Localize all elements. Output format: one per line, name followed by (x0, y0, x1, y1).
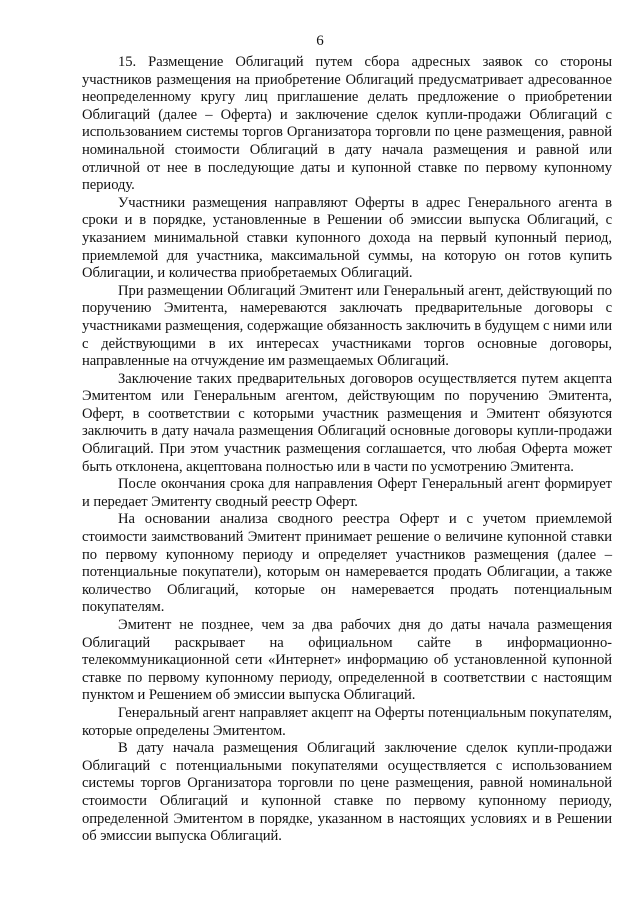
paragraph-agent-acceptance: Генеральный агент направляет акцепт на Оферты потенциальным покупателям, которые определены Эмитентом. (82, 704, 612, 739)
paragraph-coupon-decision: На основании анализа сводного реестра Оферт и с учетом приемлемой стоимости заимствований Эмитент принимает решение о величине купонной ставки по первому купонному периоду и определяет участников размещения (далее – потенциальные покупатели), которым он намеревается продать Облигации, а также количество Облигаций, которые он намеревается продать потенциальным покупателям. (82, 511, 612, 616)
paragraph-participants-offers: Участники размещения направляют Оферты в адрес Генерального агента в сроки и в порядке, установленные в Решении об эмиссии выпуска Облигаций, с указанием минимальной ставки купонного дохода на первый купонный период, приемлемой для участника, максимальной суммы, на которую он готов купить Облигации, и количества приобретаемых Облигаций. (82, 194, 612, 282)
paragraph-coupon-disclosure: Эмитент не позднее, чем за два рабочих дня до даты начала размещения Облигаций раскрывает на официальном сайте в информационно-телекоммуникационной сети «Интернет» информацию об установленной купонной ставке по первому купонному периоду, определенной в соответствии с настоящим пунктом и Решением об эмиссии выпуска Облигаций. (82, 617, 612, 704)
paragraph-placement-method: 15. Размещение Облигаций путем сбора адресных заявок со стороны участников размещения на приобретение Облигаций предусматривает адресованное неопределенному кругу лиц приглашение делать предложение о приобретении Облигаций (далее – Оферта) и заключение сделок купли-продажи Облигаций с использованием системы торгов Организатора торговли по цене размещения, равной номинальной стоимости Облигаций в дату начала размещения и равной или отличной от нее в последующие даты и купонной ставке по первому купонному периоду. (82, 54, 612, 194)
paragraph-offer-registry: После окончания срока для направления Оферт Генеральный агент формирует и передает Эмитенту сводный реестр Оферт. (82, 476, 612, 510)
paragraph-preliminary-agreements: При размещении Облигаций Эмитент или Генеральный агент, действующий по поручению Эмитента, намереваются заключать предварительные договоры с участниками размещения, содержащие обязанность заключить в будущем с ними или с действующими в их интересах участниками торгов основные договоры, направленные на отчуждение им размещаемых Облигаций. (82, 282, 612, 370)
paragraph-placement-day-trades: В дату начала размещения Облигаций заключение сделок купли-продажи Облигаций с потенциальными покупателями осуществляется с использованием системы торгов Организатора торговли по цене размещения, равной номинальной стоимости Облигаций и купонной ставке по первому купонному периоду, определенной Эмитентом в порядке, указанном в настоящих условиях и в Решении об эмиссии выпуска Облигаций. (82, 740, 612, 845)
page-number: 6 (316, 33, 324, 49)
document-body (82, 54, 612, 846)
paragraph-offer-acceptance: Заключение таких предварительных договоров осуществляется путем акцепта Эмитентом или Генеральным агентом, действующим по поручению Эмитента, Оферт, в соответствии с которыми участник размещения и Эмитент обязуются заключить в дату начала размещения Облигаций основные договоры купли-продажи Облигаций. При этом участник размещения соглашается, что любая Оферта может быть отклонена, акцептована полностью или в части по усмотрению Эмитента. (82, 370, 612, 475)
